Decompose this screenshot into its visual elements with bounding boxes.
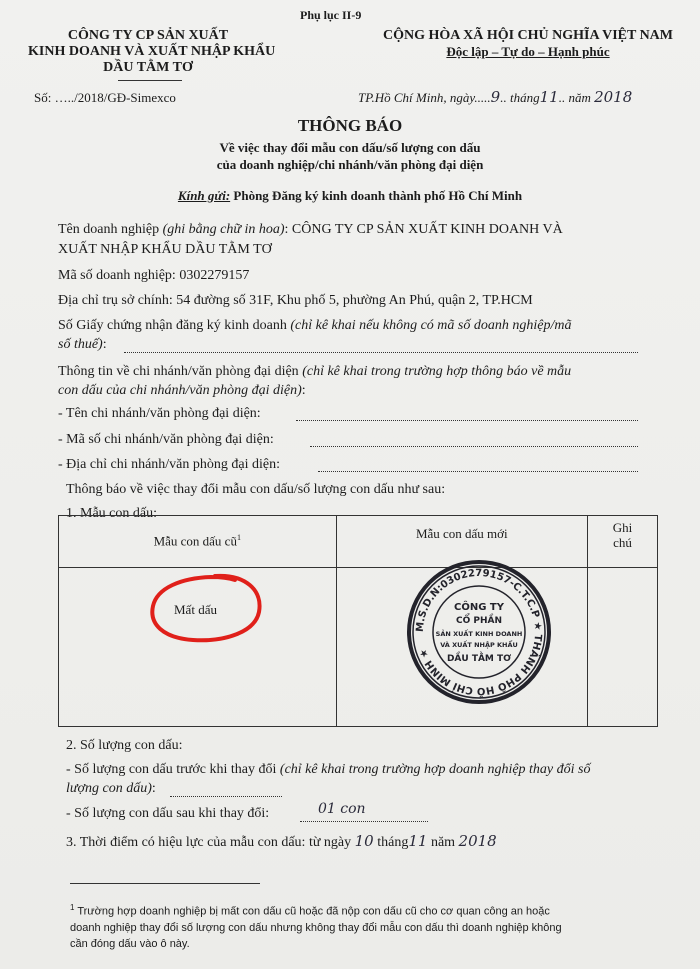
branch-code-fill-line[interactable] [310,446,638,447]
cert-label: Số Giấy chứng nhận đăng ký kinh doanh [58,318,287,333]
footnote-line-3: cần đóng dấu vào ô này. [70,937,190,950]
recipient-value: Phòng Đăng ký kinh doanh thành phố Hồ Chí Minh [233,188,523,203]
recipient [0,188,700,204]
effective-month: 11 [408,832,428,850]
cert-row-2 [58,337,107,353]
effective-month-label: tháng [377,835,409,850]
col-note-line-1: Ghi [612,520,633,535]
effective-date-row [66,832,497,851]
company-name-value-1: : CÔNG TY CP SẢN XUẤT KINH DOANH VÀ [284,222,563,237]
branch-info-hint-1: (chỉ kê khai trong trường hợp thông báo về mẫu [302,364,572,379]
col-old-footnote-mark: 1 [236,533,241,543]
company-header [28,28,276,76]
section2-heading: 2. Số lượng con dấu: [66,738,183,753]
count-after-fill-line[interactable] [300,821,428,822]
footnote [70,900,562,952]
col-old-seal [59,516,337,568]
branch-info-label: Thông tin về chi nhánh/văn phòng đại diện [58,364,299,379]
subtitle-line-1: Về việc thay đổi mẫu con dấu/số lượng con dấu [219,140,481,155]
seal-line-2: CỔ PHẦN [455,616,503,626]
appendix-label: Phụ lục II-9 [300,8,362,22]
section1-heading: 1. Mẫu con dấu: [66,506,157,521]
company-line-3: DẦU TẰM TƠ [103,60,193,75]
date-year: 2018 [594,88,633,106]
count-before-fill-line[interactable] [170,796,282,797]
cert-hint-1: (chỉ kê khai nếu không có mã số doanh nghiệp/mã [290,318,572,333]
company-underline [118,80,182,81]
cert-fill-line[interactable] [124,352,638,353]
place-label: TP.Hồ Chí Minh, ngày [358,90,475,105]
count-after-label: - Số lượng con dấu sau khi thay đổi: [66,806,270,821]
effective-year-label: năm [430,835,456,850]
footnote-line-2: doanh nghiệp thay đổi số lượng con dấu nhưng không thay đổi mẫu con dấu thì doanh nghiệp không [70,921,562,934]
effective-date-label: 3. Thời điểm có hiệu lực của mẫu con dấu: từ ngày [66,835,352,850]
count-before-colon: : [151,781,156,796]
subtitle-line-2: của doanh nghiệp/chi nhánh/văn phòng đại diện [216,157,484,172]
document-title: THÔNG BÁO [297,116,403,135]
company-seal [405,558,553,706]
year-label: năm [568,90,591,105]
company-name-row [58,222,563,238]
count-before-hint-1: (chỉ kê khai trong trường hợp doanh nghiệp thay đổi số [279,762,591,777]
count-before-row [66,762,590,778]
count-before-label: - Số lượng con dấu trước khi thay đổi [66,762,277,777]
date-day: 9 [490,88,501,106]
count-before-hint-2: lượng con dấu) [66,781,152,796]
seal-line-4: VÀ XUẤT NHẬP KHẨU [440,641,518,649]
footnote-line-1: Trường hợp doanh nghiệp bị mất con dấu cũ hoặc đã nộp con dấu cũ cho cơ quan công an hoặc [77,905,550,918]
branch-info-row [58,364,571,380]
count-before-row-2 [66,781,156,797]
company-name-value-2: XUẤT NHẬP KHẨU DẦU TẰM TƠ [58,242,272,257]
branch-info-row-2 [58,383,306,399]
recipient-label: Kính gửi: [177,188,231,203]
cert-hint-2: số thuế) [58,337,103,352]
cert-row [58,318,571,334]
branch-info-hint-2: con dấu của chi nhánh/văn phòng đại diện) [58,383,302,398]
seal-table-header [59,516,658,568]
head-office-address: Địa chỉ trụ sở chính: 54 đường số 31F, Khu phố 5, phường An Phú, quận 2, TP.HCM [58,293,533,308]
branch-address-label: - Địa chỉ chi nhánh/văn phòng đại diện: [58,457,280,472]
red-circle-mark [145,568,267,646]
footnote-mark: 1 [70,903,75,912]
month-label: tháng [509,90,540,105]
company-name-label: Tên doanh nghiệp [58,222,160,237]
nation-header [368,28,688,60]
col-note-line-2: chú [613,535,632,550]
branch-info-colon: : [301,383,306,398]
effective-day: 10 [354,832,374,850]
branch-code-label: - Mã số chi nhánh/văn phòng đại diện: [58,432,274,447]
seal-ring-text: M.S.D.N:0302279157-C.T.C.P ★ THÀNH PHỐ HỒ CHÍ MINH ★ [414,567,544,697]
branch-name-fill-line[interactable] [296,420,638,421]
old-seal-value: Mất dấu [174,602,217,617]
nation-line-1: CỘNG HÒA XÃ HỘI CHỦ NGHĨA VIỆT NAM [382,28,673,43]
document-number: Số: …../2018/GĐ-Simexco [34,90,176,105]
company-name-hint: (ghi bằng chữ in hoa) [162,222,285,237]
seal-line-5: DẦU TẰM TƠ [446,654,512,664]
branch-address-fill-line[interactable] [318,471,638,472]
tax-code: Mã số doanh nghiệp: 0302279157 [58,268,250,283]
col-old-seal-label: Mẫu con dấu cũ [153,533,237,549]
effective-year: 2018 [458,832,497,850]
count-after-value: 01 con [318,801,366,817]
notice-intro: Thông báo về việc thay đổi mẫu con dấu/số lượng con dấu như sau: [66,482,446,497]
col-note [588,516,658,568]
company-line-2: KINH DOANH VÀ XUẤT NHẬP KHẨU [28,44,276,59]
branch-name-label: - Tên chi nhánh/văn phòng đại diện: [58,406,261,421]
cert-colon: : [102,337,107,352]
col-new-seal: Mẫu con dấu mới [336,516,588,568]
place-date: TP.Hồ Chí Minh, ngày.....9.. tháng11.. năm 2018 [358,88,633,106]
date-month: 11 [539,88,559,106]
company-line-1: CÔNG TY CP SẢN XUẤT [67,28,229,43]
seal-line-1: CÔNG TY [454,602,504,613]
note-cell[interactable] [588,568,658,727]
nation-motto: Độc lập – Tự do – Hạnh phúc [446,44,610,59]
seal-line-3: SẢN XUẤT KINH DOANH [435,630,523,638]
footnote-separator [70,883,260,884]
